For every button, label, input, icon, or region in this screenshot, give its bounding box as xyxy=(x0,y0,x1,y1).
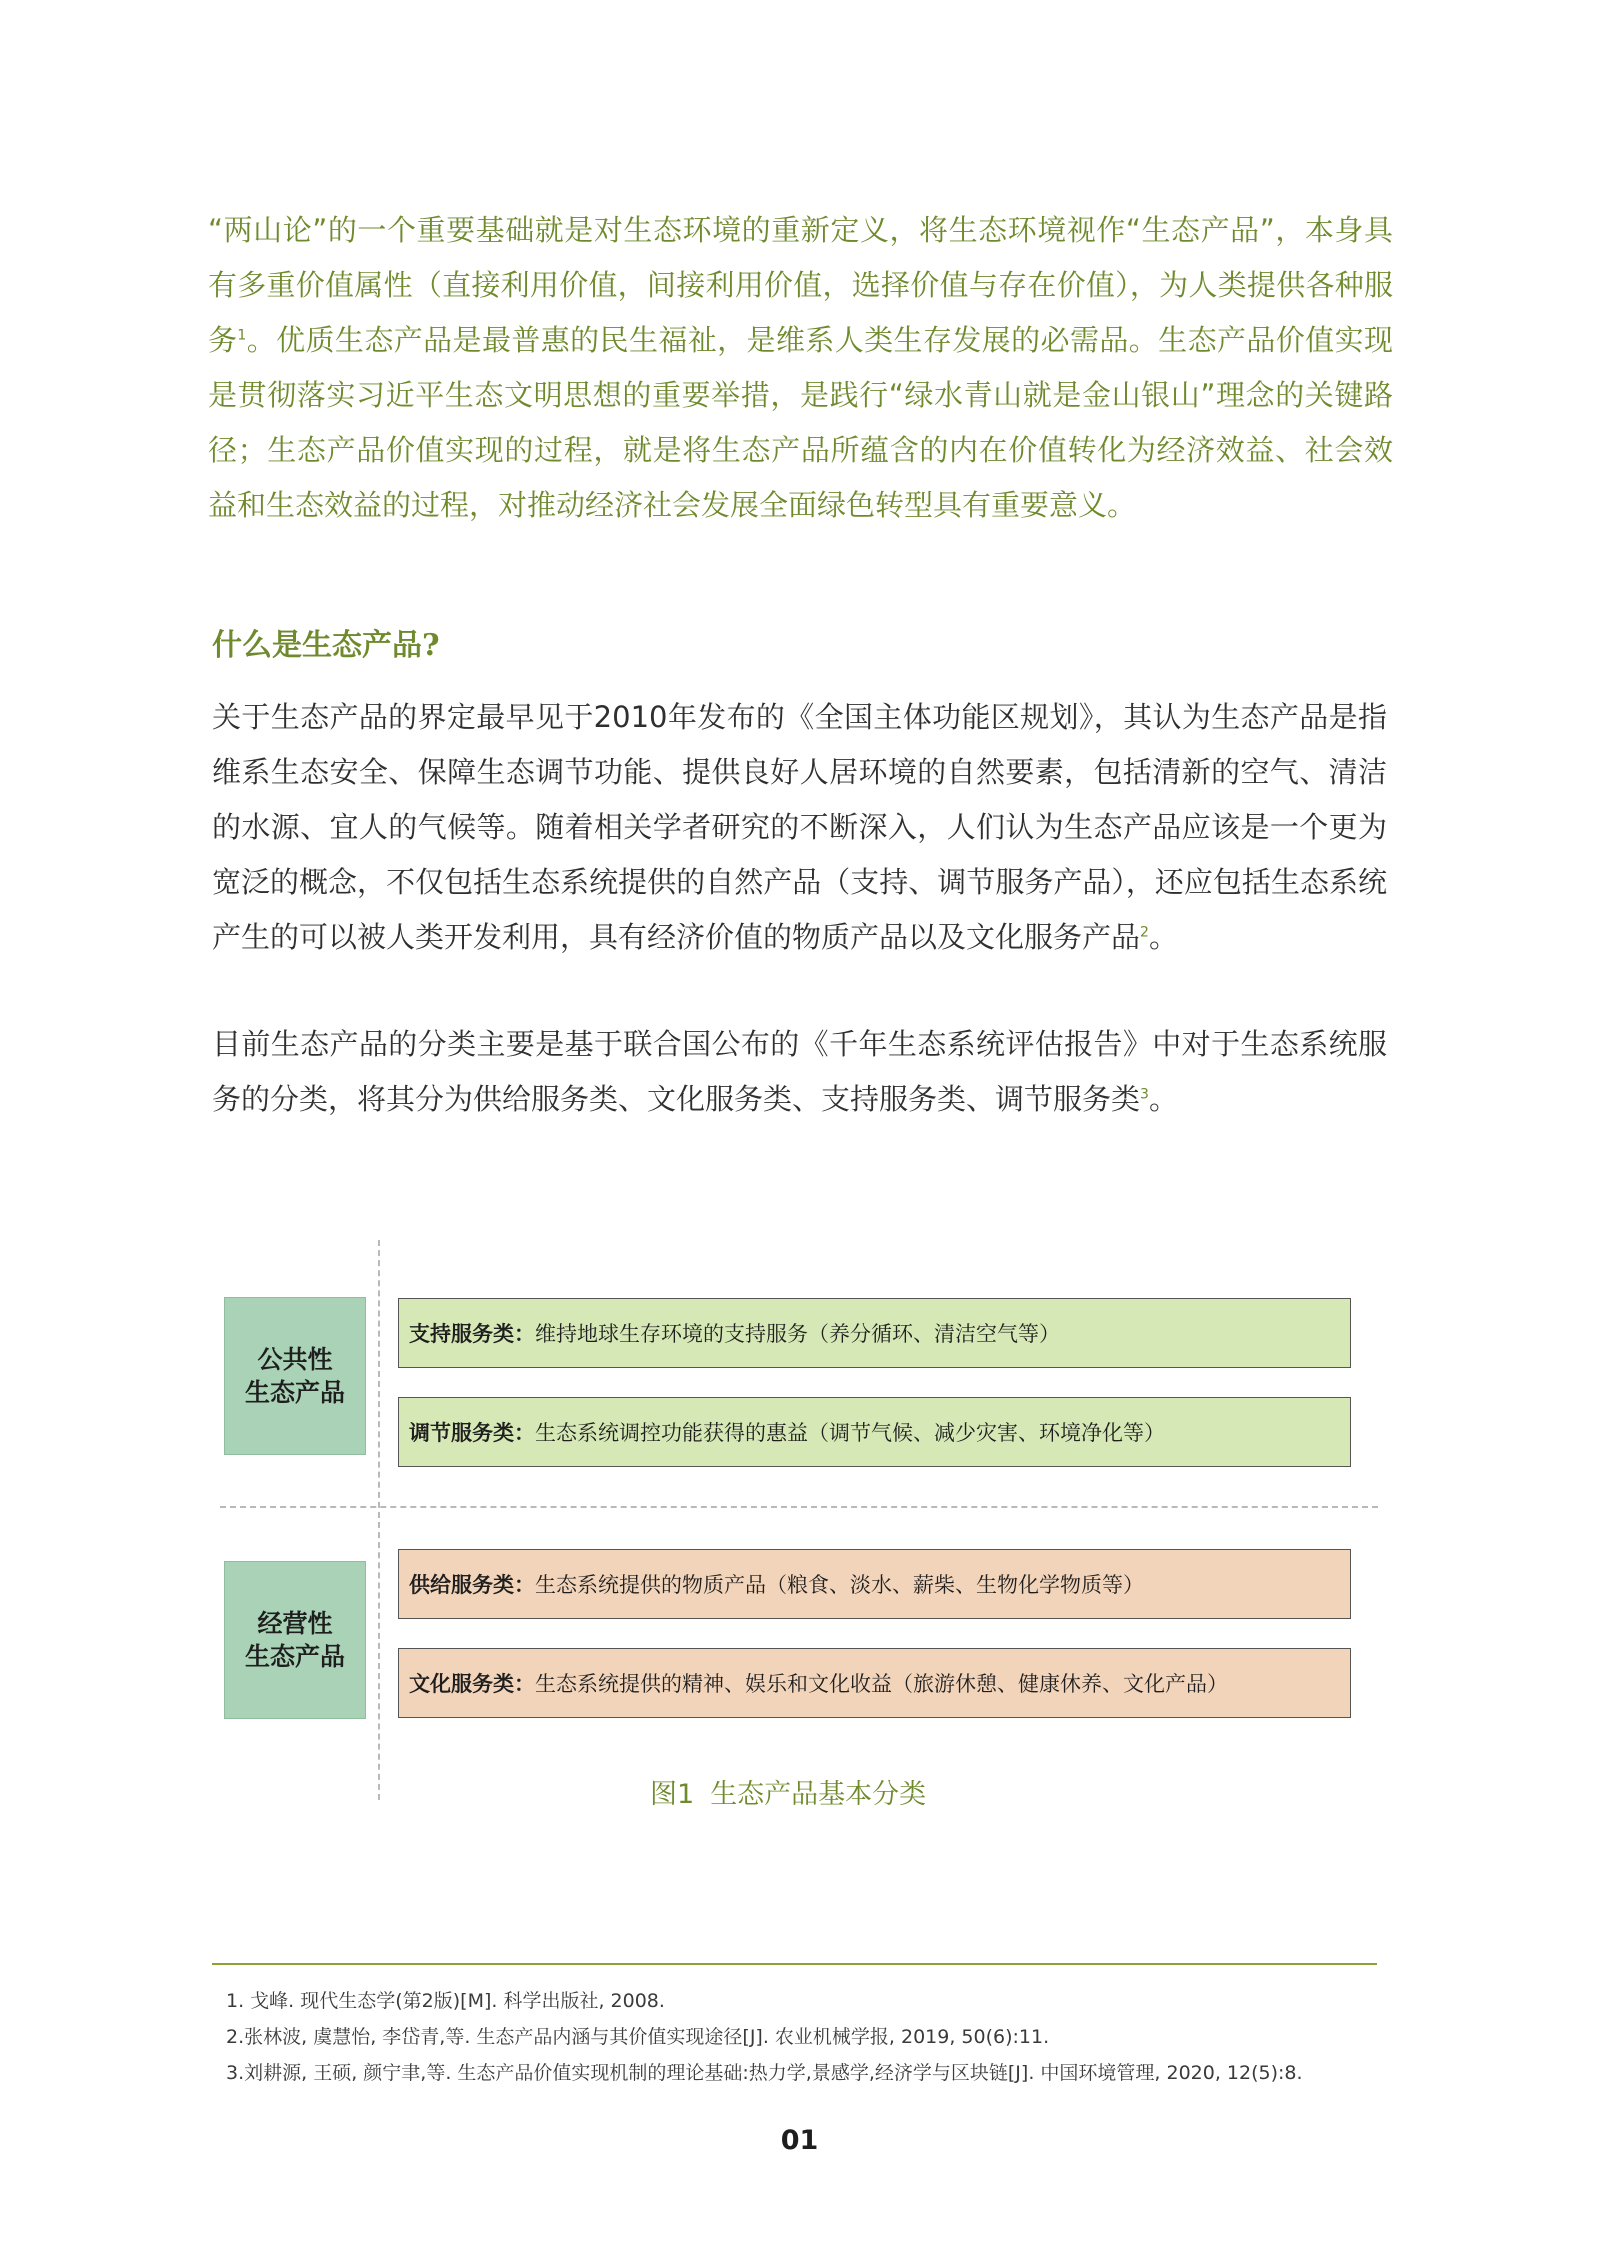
page-number: 01 xyxy=(780,2125,819,2156)
service-box-provisioning xyxy=(398,1549,1351,1619)
service-box-regulating xyxy=(398,1397,1351,1467)
category-label-line2: 生态产品 xyxy=(244,1642,345,1671)
service-title: 支持服务类： xyxy=(409,1322,535,1346)
service-desc: 生态系统提供的物质产品（粮食、淡水、薪柴、生物化学物质等） xyxy=(535,1573,1144,1597)
para1-text-b: 。 xyxy=(1148,920,1178,954)
service-title: 文化服务类： xyxy=(409,1672,535,1696)
footnote-1: 1. 戈峰. 现代生态学(第2版)[M]. 科学出版社, 2008. xyxy=(226,1990,665,2012)
intro-text-a: “两山论”的一个重要基础就是对生态环境的重新定义，将生态环境视作“生态产品”，本身具有多重价值属性（直接利用价值，间接利用价值，选择价值与存在价值），为人类提供各种服务 xyxy=(208,213,1393,357)
footnote-ref-2[interactable]: 2 xyxy=(1140,924,1149,941)
definition-paragraph xyxy=(212,690,1387,965)
category-label-line2: 生态产品 xyxy=(244,1378,345,1407)
figure-caption-text: 生态产品基本分类 xyxy=(710,1779,927,1810)
service-box-cultural xyxy=(398,1648,1351,1718)
para1-text-a: 关于生态产品的界定最早见于2010年发布的《全国主体功能区规划》，其认为生态产品是指维系生态安全、保障生态调节功能、提供良好人居环境的自然要素，包括清新的空气、清洁的水源、宜人的气候等。随着相关学者研究的不断深入，人们认为生态产品应该是一个更为宽泛的概念，不仅包括生态系统提供的自然产品（支持、调节服务产品），还应包括生态系统产生的可以被人类开发利用，具有经济价值的物质产品以及文化服务产品 xyxy=(212,700,1387,954)
figure-caption xyxy=(650,1772,926,1811)
category-label-line1: 经营性 xyxy=(257,1609,333,1638)
para2-text-a: 目前生态产品的分类主要是基于联合国公布的《千年生态系统评估报告》中对于生态系统服务的分类，将其分为供给服务类、文化服务类、支持服务类、调节服务类 xyxy=(212,1027,1387,1116)
service-desc: 生态系统提供的精神、娱乐和文化收益（旅游休憩、健康休养、文化产品） xyxy=(535,1672,1228,1696)
footnotes xyxy=(226,1983,1386,2091)
service-box-support xyxy=(398,1298,1351,1368)
section-heading: 什么是生态产品? xyxy=(212,628,440,663)
figure-number: 图1 xyxy=(650,1779,695,1810)
footnote-3: 3.刘耕源, 王硕, 颜宁聿,等. 生态产品价值实现机制的理论基础:热力学,景感学,经济学与区块链[J]. 中国环境管理, 2020, 12(5):8. xyxy=(226,2062,1303,2084)
service-title: 供给服务类： xyxy=(409,1573,535,1597)
diagram-vertical-divider xyxy=(378,1240,380,1800)
footnote-2: 2.张林波, 虞慧怡, 李岱青,等. 生态产品内涵与其价值实现途径[J]. 农业机械学报, 2019, 50(6):11. xyxy=(226,2026,1050,2048)
para2-text-b: 。 xyxy=(1148,1082,1178,1116)
footnote-ref-3[interactable]: 3 xyxy=(1140,1086,1149,1103)
service-desc: 维持地球生存环境的支持服务（养分循环、清洁空气等） xyxy=(535,1322,1060,1346)
category-label-line1: 公共性 xyxy=(257,1345,333,1374)
diagram-horizontal-divider xyxy=(220,1506,1378,1508)
category-commercial-product xyxy=(224,1561,366,1719)
category-public-product xyxy=(224,1297,366,1455)
classification-paragraph xyxy=(212,1017,1387,1127)
footnote-ref-1[interactable]: 1 xyxy=(237,327,247,344)
footnote-divider xyxy=(212,1963,1377,1965)
service-desc: 生态系统调控功能获得的惠益（调节气候、减少灾害、环境净化等） xyxy=(535,1421,1165,1445)
intro-paragraph xyxy=(208,203,1393,533)
service-title: 调节服务类： xyxy=(409,1421,535,1445)
intro-text-b: 。优质生态产品是最普惠的民生福祉，是维系人类生存发展的必需品。生态产品价值实现是贯彻落实习近平生态文明思想的重要举措，是践行“绿水青山就是金山银山”理念的关键路径；生态产品价值实现的过程，就是将生态产品所蕴含的内在价值转化为经济效益、社会效益和生态效益的过程，对推动经济社会发展全面绿色转型具有重要意义。 xyxy=(208,323,1393,522)
